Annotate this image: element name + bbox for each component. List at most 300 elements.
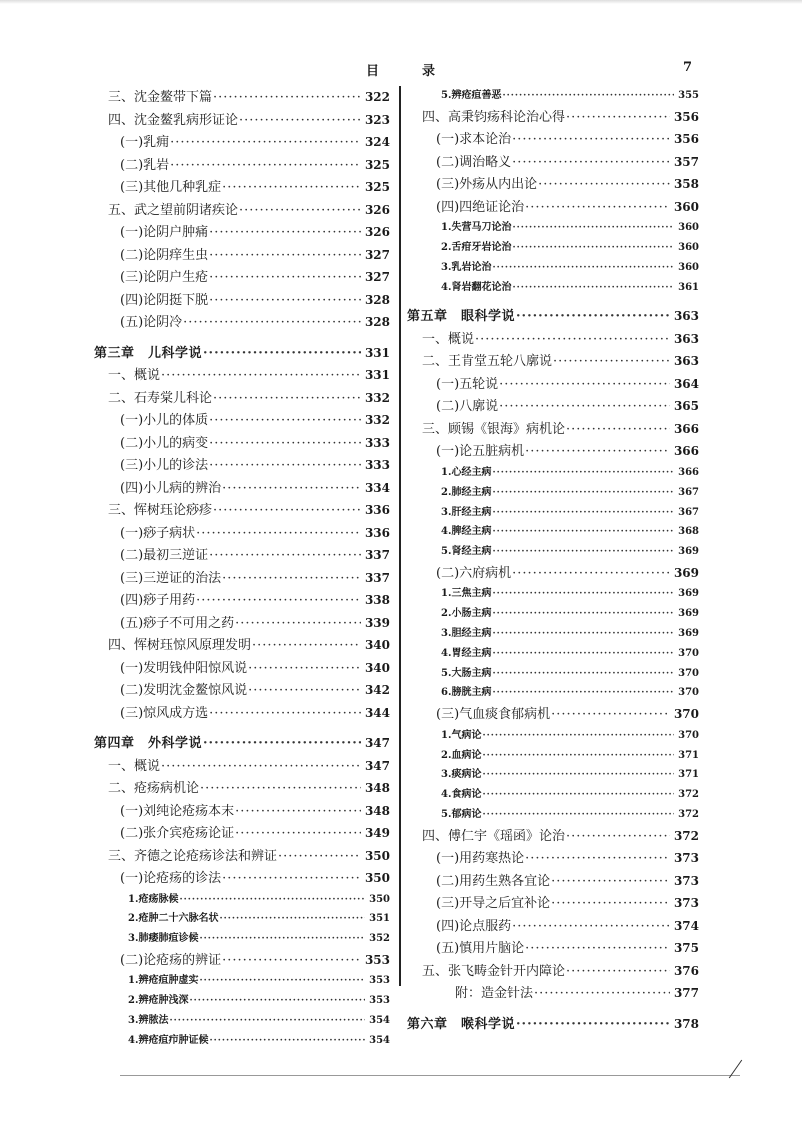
toc-entry-title: 4.肾岩翻花论治 xyxy=(441,281,512,293)
toc-entry-page: 356 xyxy=(673,109,699,124)
toc-entry xyxy=(407,982,699,1005)
toc-entry-title: 3.痰病论 xyxy=(441,769,482,781)
toc-entry-title: 四、恽树珏惊风原理发明 xyxy=(108,638,252,653)
toc-entry-page: 354 xyxy=(369,1034,390,1046)
toc-entry-title: 一、概说 xyxy=(108,758,161,774)
toc-entry xyxy=(407,278,699,298)
toc-entry-title: (一)用药寒热论 xyxy=(436,851,525,867)
toc-entry-title: 1.气病论 xyxy=(441,729,482,741)
dot-leader xyxy=(161,365,361,388)
toc-entry-title: (一)发明钱仲阳惊风说 xyxy=(120,660,248,676)
dot-leader xyxy=(209,410,361,433)
toc-entry xyxy=(94,909,390,929)
toc-entry-page: 331 xyxy=(364,345,390,360)
toc-entry-page: 367 xyxy=(678,506,699,518)
toc-entry xyxy=(407,562,699,585)
toc-entry-title: (五)痧子不可用之药 xyxy=(120,615,235,631)
dot-leader xyxy=(209,433,361,456)
toc-entry-title: (三)气血痰食郁病机 xyxy=(436,707,551,723)
dot-leader xyxy=(551,893,670,916)
toc-entry-title: 2.小肠主病 xyxy=(441,608,492,620)
toc-entry-title: (一)论阴户肿痛 xyxy=(120,225,209,240)
toc-entry xyxy=(407,825,699,848)
dot-leader xyxy=(492,585,674,605)
dot-leader xyxy=(196,523,361,546)
toc-entry-title: 5.辨疮疽善恶 xyxy=(441,90,502,101)
toc-entry-title: (一)小儿的体质 xyxy=(120,413,209,428)
toc-entry-title: (一)乳痈 xyxy=(120,135,170,150)
toc-entry-page: 361 xyxy=(678,281,699,293)
dot-leader xyxy=(525,441,670,464)
dot-leader xyxy=(492,259,674,279)
toc-entry xyxy=(407,418,699,441)
dot-leader xyxy=(203,733,361,756)
toc-entry-page: 337 xyxy=(364,548,390,562)
toc-entry-title: 4.脾经主病 xyxy=(441,526,492,538)
toc-entry-title: 二、疮疡病机论 xyxy=(108,781,200,796)
toc-entry-page: 363 xyxy=(673,354,699,369)
dot-leader xyxy=(492,543,674,563)
toc-right-column xyxy=(407,86,699,1035)
dot-leader xyxy=(213,388,361,411)
toc-entry xyxy=(94,289,390,312)
toc-entry-page: 333 xyxy=(364,458,390,472)
toc-entry xyxy=(407,584,699,604)
toc-entry-title: 二、石寿棠儿科论 xyxy=(108,390,213,406)
toc-chapter xyxy=(407,305,699,328)
dot-leader xyxy=(170,132,361,155)
toc-entry-title: 第六章 喉科学说 xyxy=(407,1016,516,1032)
toc-entry-page: 332 xyxy=(364,413,390,427)
dot-leader xyxy=(222,568,361,591)
dot-leader xyxy=(209,267,361,290)
toc-entry-title: 1.心经主病 xyxy=(441,466,492,478)
toc-entry xyxy=(94,454,390,477)
toc-entry xyxy=(407,196,699,219)
toc-entry-title: 第五章 眼科学说 xyxy=(407,309,516,325)
toc-entry-page: 370 xyxy=(673,707,699,722)
toc-entry-page: 365 xyxy=(673,399,699,414)
toc-entry xyxy=(94,409,390,432)
toc-entry-page: 373 xyxy=(673,873,699,888)
toc-entry-title: (四)四绝证论治 xyxy=(436,199,525,215)
toc-entry xyxy=(407,350,699,373)
dot-leader xyxy=(209,222,361,245)
toc-entry-page: 367 xyxy=(678,486,699,498)
toc-entry xyxy=(94,612,390,635)
toc-entry-title: 3.胆经主病 xyxy=(441,628,492,640)
dot-leader xyxy=(512,152,670,175)
toc-entry-page: 355 xyxy=(678,90,699,101)
toc-entry-title: 5.肾经主病 xyxy=(441,546,492,558)
toc-entry xyxy=(94,364,390,387)
toc-entry-page: 363 xyxy=(673,331,699,346)
dot-leader xyxy=(499,374,670,397)
toc-entry xyxy=(94,657,390,680)
dot-leader xyxy=(566,961,670,984)
toc-entry xyxy=(407,683,699,703)
toc-entry-page: 374 xyxy=(673,918,699,933)
toc-entry-title: 第三章 儿科学说 xyxy=(94,345,203,361)
dot-leader xyxy=(512,129,670,152)
toc-entry-page: 368 xyxy=(678,526,699,538)
toc-entry xyxy=(407,664,699,684)
toc-entry xyxy=(94,86,390,109)
toc-entry-page: 350 xyxy=(369,893,390,905)
toc-entry-page: 337 xyxy=(364,570,390,585)
toc-entry xyxy=(94,244,390,267)
toc-entry-page: 373 xyxy=(673,896,699,911)
dot-leader xyxy=(566,107,670,130)
toc-entry xyxy=(94,971,390,991)
toc-entry-title: 三、沈金鳌带下篇 xyxy=(108,90,213,105)
toc-entry-title: (一)求本论治 xyxy=(436,132,512,148)
header-title-right: 录 xyxy=(422,64,436,79)
dot-leader xyxy=(553,351,670,374)
toc-entry-title: 二、王肯堂五轮八廓说 xyxy=(422,354,553,370)
toc-entry xyxy=(407,395,699,418)
toc-entry-title: (五)论阴冷 xyxy=(120,315,183,330)
toc-entry-page: 334 xyxy=(364,480,390,495)
toc-entry-page: 370 xyxy=(678,687,699,699)
toc-entry-title: 五、武之望前阴诸疾论 xyxy=(108,202,239,218)
toc-entry xyxy=(94,867,390,890)
toc-entry xyxy=(94,522,390,545)
toc-entry xyxy=(94,387,390,410)
dot-leader xyxy=(492,625,674,645)
dot-leader xyxy=(189,992,365,1012)
toc-entry xyxy=(94,176,390,199)
toc-entry-title: (二)论阴痒生虫 xyxy=(120,247,209,263)
toc-entry-title: 3.肺痿肺疽诊候 xyxy=(128,933,199,945)
toc-entry-page: 348 xyxy=(364,803,390,818)
toc-entry-page: 336 xyxy=(364,525,390,540)
scan-edge xyxy=(0,0,802,4)
toc-entry xyxy=(94,777,390,800)
dot-leader xyxy=(516,306,670,329)
toc-entry-page: 338 xyxy=(364,593,390,607)
toc-entry xyxy=(94,499,390,522)
toc-entry-page: 372 xyxy=(678,808,699,820)
dot-leader xyxy=(525,848,670,871)
toc-entry-page: 360 xyxy=(678,242,699,254)
toc-entry-page: 331 xyxy=(364,368,390,382)
toc-entry-title: 五、张飞畴金针开内障论 xyxy=(422,963,566,979)
toc-entry-title: 5.大肠主病 xyxy=(441,667,492,679)
toc-entry xyxy=(407,604,699,624)
toc-entry-page: 357 xyxy=(673,154,699,169)
toc-entry-title: (三)其他几种乳症 xyxy=(120,180,222,195)
dot-leader xyxy=(525,197,670,220)
dot-leader xyxy=(170,155,361,178)
dot-leader xyxy=(525,938,670,961)
toc-entry xyxy=(94,755,390,778)
toc-entry-page: 347 xyxy=(364,736,390,750)
toc-entry-title: 四、沈金鳌乳病形证论 xyxy=(108,112,239,128)
toc-entry-page: 328 xyxy=(364,292,390,307)
toc-entry xyxy=(407,703,699,726)
toc-entry-page: 332 xyxy=(364,390,390,405)
toc-entry-title: 2.舌疳牙岩论治 xyxy=(441,242,512,254)
toc-entry-page: 349 xyxy=(364,826,390,840)
toc-entry-title: (二)论疮疡的辨证 xyxy=(120,952,222,968)
toc-entry xyxy=(94,890,390,910)
toc-entry-title: 附：造金针法 xyxy=(455,986,534,1002)
dot-leader xyxy=(161,756,361,779)
toc-entry xyxy=(407,463,699,483)
toc-entry xyxy=(94,589,390,612)
toc-entry-page: 363 xyxy=(673,309,699,324)
toc-entry-title: (二)最初三逆证 xyxy=(120,548,209,563)
toc-entry-page: 369 xyxy=(678,608,699,620)
toc-entry xyxy=(407,373,699,396)
toc-entry xyxy=(94,567,390,590)
toc-entry-title: (一)五轮说 xyxy=(436,376,499,392)
toc-entry-page: 370 xyxy=(678,667,699,679)
toc-entry-page: 371 xyxy=(678,769,699,781)
toc-entry xyxy=(407,151,699,174)
toc-entry xyxy=(94,311,390,334)
toc-entry xyxy=(94,544,390,567)
toc-entry-title: (四)论点服药 xyxy=(436,918,512,934)
toc-entry-title: 4.辨疮疽疖肿证候 xyxy=(128,1034,209,1046)
dot-leader xyxy=(512,239,674,259)
toc-entry-title: (一)痧子病状 xyxy=(120,525,196,541)
dot-leader xyxy=(239,200,361,223)
toc-entry-page: 353 xyxy=(369,975,390,987)
toc-entry-title: 三、顾锡《银海》病机论 xyxy=(422,421,566,437)
dot-leader xyxy=(209,290,361,313)
toc-entry-title: (一)论疮疡的诊法 xyxy=(120,871,222,886)
toc-entry-title: (二)调治略义 xyxy=(436,154,512,170)
dot-leader xyxy=(492,684,674,704)
toc-entry xyxy=(94,432,390,455)
toc-entry-page: 325 xyxy=(364,157,390,172)
dot-leader xyxy=(235,613,361,636)
toc-entry-page: 328 xyxy=(364,315,390,329)
toc-entry xyxy=(94,634,390,657)
toc-entry-title: 2.肺经主病 xyxy=(441,486,492,498)
toc-entry-page: 364 xyxy=(673,376,699,391)
dot-leader xyxy=(222,950,361,973)
toc-entry-title: (二)发明沈金鳌惊风说 xyxy=(120,683,248,698)
dot-leader xyxy=(209,703,361,726)
toc-entry xyxy=(407,785,699,805)
dot-leader xyxy=(512,916,670,939)
dot-leader xyxy=(222,868,361,891)
toc-entry-title: 三、恽树珏论痧疹 xyxy=(108,503,213,518)
dot-leader xyxy=(222,177,361,200)
dot-leader xyxy=(213,500,361,523)
toc-entry xyxy=(94,702,390,725)
toc-entry-page: 347 xyxy=(364,758,390,773)
toc-entry-page: 366 xyxy=(678,466,699,478)
toc-entry-page: 358 xyxy=(673,177,699,192)
toc-entry-title: (二)张介宾疮疡论证 xyxy=(120,826,235,841)
dot-leader xyxy=(213,87,361,110)
dot-leader xyxy=(235,823,361,846)
dot-leader xyxy=(499,396,670,419)
toc-entry-page: 324 xyxy=(364,135,390,149)
toc-entry-title: (三)外疡从内出论 xyxy=(436,177,538,193)
dot-leader xyxy=(492,464,674,484)
toc-chapter xyxy=(94,342,390,365)
toc-entry-page: 336 xyxy=(364,503,390,517)
toc-entry-page: 340 xyxy=(364,638,390,652)
toc-entry xyxy=(94,477,390,500)
dot-leader xyxy=(492,484,674,504)
dot-leader xyxy=(482,766,674,786)
dot-leader xyxy=(551,704,670,727)
toc-entry-page: 342 xyxy=(364,683,390,697)
toc-entry-page: 350 xyxy=(364,848,390,863)
dot-leader xyxy=(492,504,674,524)
dot-leader xyxy=(278,846,361,869)
dot-leader xyxy=(209,245,361,268)
dot-leader xyxy=(482,747,674,767)
toc-entry-title: 2.疮肿二十六脉名状 xyxy=(128,913,219,925)
toc-entry-page: 340 xyxy=(364,660,390,675)
toc-entry-title: 3.乳岩论治 xyxy=(441,261,492,273)
toc-entry xyxy=(407,128,699,151)
toc-entry-title: (二)六府病机 xyxy=(436,565,512,581)
dot-leader xyxy=(492,605,674,625)
toc-entry xyxy=(407,765,699,785)
dot-leader xyxy=(169,1012,365,1032)
toc-entry-title: (三)论阴户生疮 xyxy=(120,270,209,285)
dot-leader xyxy=(209,455,361,478)
toc-entry-page: 354 xyxy=(369,1014,390,1026)
toc-entry-page: 366 xyxy=(673,421,699,436)
dot-leader xyxy=(248,658,361,681)
dot-leader xyxy=(512,563,670,586)
toc-entry-page: 378 xyxy=(673,1016,699,1031)
dot-leader xyxy=(492,645,674,665)
dot-leader xyxy=(252,635,361,658)
toc-entry xyxy=(407,726,699,746)
toc-entry-page: 353 xyxy=(369,995,390,1007)
dot-leader xyxy=(199,930,365,950)
toc-entry-page: 376 xyxy=(673,963,699,978)
toc-entry xyxy=(94,800,390,823)
dot-leader xyxy=(235,801,361,824)
toc-entry xyxy=(407,892,699,915)
toc-entry xyxy=(94,1011,390,1031)
toc-entry-title: (二)用药生熟各宜论 xyxy=(436,873,551,889)
toc-entry-page: 333 xyxy=(364,435,390,450)
toc-entry-title: (三)开导之后宜补论 xyxy=(436,896,551,912)
toc-entry xyxy=(94,131,390,154)
toc-entry-title: (二)乳岩 xyxy=(120,157,170,173)
toc-entry xyxy=(94,266,390,289)
toc-entry xyxy=(407,542,699,562)
toc-entry-page: 322 xyxy=(364,90,390,104)
toc-entry-page: 325 xyxy=(364,180,390,194)
toc-entry-title: 第四章 外科学说 xyxy=(94,736,203,751)
toc-entry xyxy=(407,960,699,983)
toc-entry xyxy=(407,522,699,542)
toc-chapter xyxy=(94,732,390,755)
toc-entry xyxy=(407,503,699,523)
toc-entry-title: (四)小儿病的辨治 xyxy=(120,480,222,496)
toc-entry-page: 344 xyxy=(364,705,390,720)
toc-entry-title: 2.辨疮肿浅深 xyxy=(128,995,189,1007)
dot-leader xyxy=(566,826,670,849)
toc-entry xyxy=(407,238,699,258)
toc-entry xyxy=(407,440,699,463)
toc-entry-page: 353 xyxy=(364,952,390,967)
toc-entry xyxy=(407,624,699,644)
dot-leader xyxy=(203,343,361,366)
toc-entry xyxy=(407,258,699,278)
column-divider xyxy=(399,86,401,986)
dot-leader xyxy=(200,778,361,801)
dot-leader xyxy=(502,87,674,107)
dot-leader xyxy=(219,910,365,930)
toc-entry-page: 323 xyxy=(364,112,390,127)
toc-entry-page: 352 xyxy=(369,933,390,945)
toc-entry-title: (五)慎用片脑论 xyxy=(436,941,525,957)
toc-entry xyxy=(94,949,390,972)
toc-entry-page: 326 xyxy=(364,202,390,217)
toc-entry-title: 4.食病论 xyxy=(441,789,482,801)
toc-entry-title: 6.膀胱主病 xyxy=(441,687,492,699)
toc-entry xyxy=(407,746,699,766)
dot-leader xyxy=(196,590,361,613)
toc-entry-title: 一、概说 xyxy=(108,368,161,383)
toc-entry xyxy=(407,805,699,825)
toc-entry-page: 375 xyxy=(673,941,699,956)
toc-entry xyxy=(94,221,390,244)
toc-entry-page: 327 xyxy=(364,247,390,262)
toc-entry-page: 360 xyxy=(673,199,699,214)
toc-entry xyxy=(407,870,699,893)
toc-entry xyxy=(407,106,699,129)
toc-entry-title: (一)刘纯论疮疡本末 xyxy=(120,803,235,819)
toc-entry-title: (三)小儿的诊法 xyxy=(120,458,209,473)
toc-entry-page: 360 xyxy=(678,222,699,234)
toc-entry-title: 一、概说 xyxy=(422,331,475,347)
toc-entry-page: 356 xyxy=(673,132,699,147)
dot-leader xyxy=(248,680,361,703)
toc-entry-title: (三)三逆证的治法 xyxy=(120,570,222,586)
toc-entry xyxy=(94,991,390,1011)
toc-entry-title: 3.辨脓法 xyxy=(128,1014,169,1026)
toc-entry-title: 四、高秉钧疡科论治心得 xyxy=(422,109,566,125)
toc-entry-page: 339 xyxy=(364,615,390,630)
toc-entry xyxy=(94,109,390,132)
toc-entry-page: 377 xyxy=(673,986,699,1001)
page-number: 7 xyxy=(683,60,693,75)
scan-bottom-line xyxy=(120,1075,740,1076)
toc-entry-title: 4.胃经主病 xyxy=(441,647,492,659)
dot-leader xyxy=(512,219,674,239)
dot-leader xyxy=(222,478,361,501)
toc-left-column xyxy=(94,86,390,1051)
toc-entry xyxy=(407,483,699,503)
dot-leader xyxy=(209,1032,365,1052)
toc-entry-title: 3.肝经主病 xyxy=(441,506,492,518)
toc-entry xyxy=(407,218,699,238)
toc-entry-page: 370 xyxy=(678,647,699,659)
dot-leader xyxy=(209,545,361,568)
dot-leader xyxy=(492,523,674,543)
dot-leader xyxy=(475,329,670,352)
toc-entry-title: (四)论阴挺下脱 xyxy=(120,292,209,308)
toc-entry-title: (三)惊风成方选 xyxy=(120,705,209,721)
toc-entry-page: 369 xyxy=(678,546,699,558)
toc-entry xyxy=(407,86,699,106)
